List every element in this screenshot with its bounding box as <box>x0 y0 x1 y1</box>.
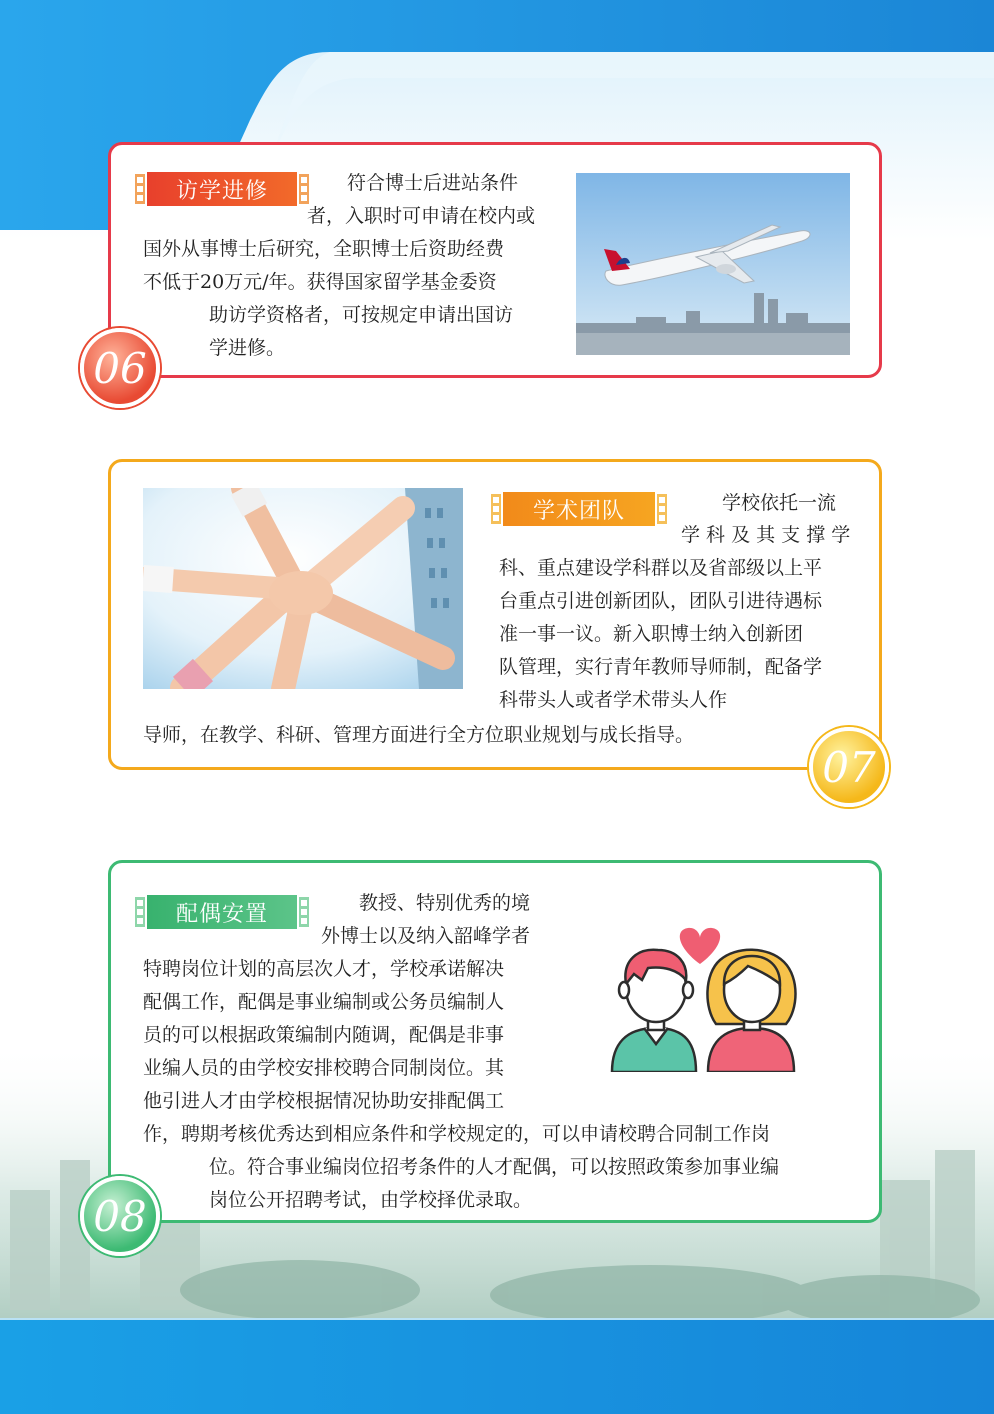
body-line: 岗位公开招聘考试，由学校择优录取。 <box>209 1189 533 1211</box>
body-line: 国外从事博士后研究，全职博士后资助经费 <box>143 238 505 260</box>
section-number-badge: 08 <box>80 1176 160 1256</box>
body-line: 导师，在教学、科研、管理方面进行全方位职业规划与成长指导。 <box>143 724 695 746</box>
section-tag-label: 学术团队 <box>532 498 625 524</box>
body-line: 科、重点建设学科群以及省部级以上平 <box>499 557 823 579</box>
body-line: 业编人员的由学校安排校聘合同制岗位。其 <box>143 1057 505 1079</box>
section-number-badge: 06 <box>80 328 160 408</box>
body-line: 学 科 及 其 支 撑 学 <box>681 524 851 546</box>
body-line: 台重点引进创新团队，团队引进待遇标 <box>499 590 823 612</box>
body-line: 特聘岗位计划的高层次人才，学校承诺解决 <box>143 958 505 980</box>
body-line: 符合博士后进站条件 <box>347 172 519 194</box>
body-line: 学校依托一流 <box>722 492 837 514</box>
body-line: 教授、特别优秀的境 <box>359 892 531 914</box>
body-line: 不低于20万元/年。获得国家留学基金委资 <box>143 271 497 293</box>
team-hands-photo <box>143 488 463 689</box>
body-line: 配偶工作，配偶是事业编制或公务员编制人 <box>143 991 505 1013</box>
body-line: 准一事一议。新入职博士纳入创新团 <box>499 623 804 645</box>
body-line: 学进修。 <box>209 337 286 359</box>
body-line: 科带头人或者学术带头人作 <box>499 689 728 711</box>
body-line: 位。符合事业编岗位招考条件的人才配偶，可以按照政策参加事业编 <box>209 1156 780 1178</box>
body-line: 者，入职时可申请在校内或 <box>307 205 536 227</box>
body-line: 作，聘期考核优秀达到相应条件和学校规定的，可以申请校聘合同制工作岗 <box>143 1123 771 1145</box>
airplane-photo <box>576 173 850 355</box>
body-line: 员的可以根据政策编制内随调，配偶是非事 <box>143 1024 505 1046</box>
body-line: 助访学资格者，可按规定申请出国访 <box>209 304 514 326</box>
section-tag-label: 访学进修 <box>175 178 268 204</box>
couple-heart-icon <box>608 924 798 1072</box>
footer-bar <box>0 1320 994 1414</box>
body-line: 外博士以及纳入韶峰学者 <box>321 925 531 947</box>
section-tag-label: 配偶安置 <box>175 901 268 927</box>
body-line: 队管理，实行青年教师导师制，配备学 <box>499 656 823 678</box>
section-number-badge: 07 <box>809 727 889 807</box>
body-line: 他引进人才由学校根据情况协助安排配偶工 <box>143 1090 505 1112</box>
